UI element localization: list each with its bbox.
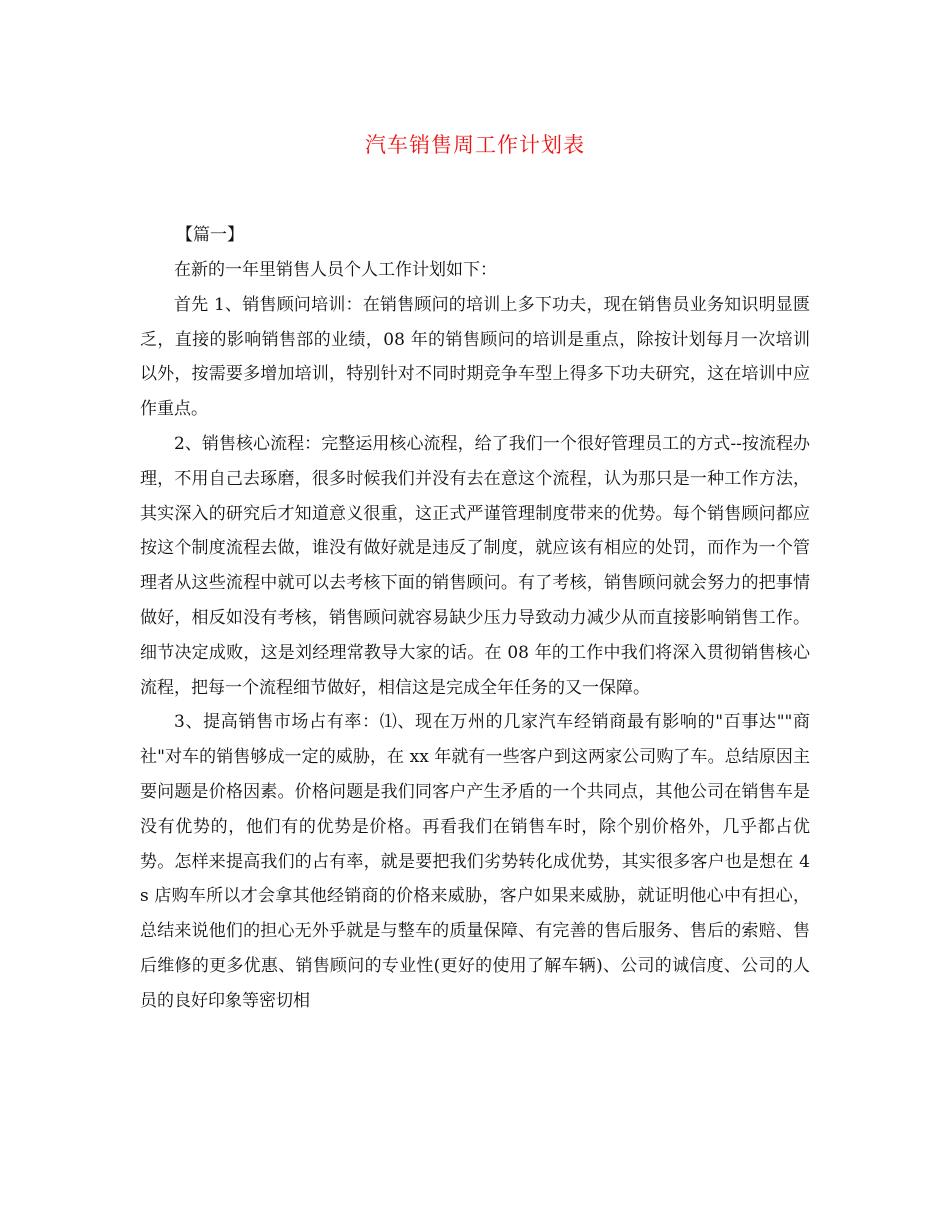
section-label: 【篇一】 [176, 225, 244, 245]
paragraph-training: 首先 1、销售顾问培训：在销售顾问的培训上多下功夫，现在销售员业务知识明显匮乏，直接的影响销售部的业绩，08 年的销售顾问的培训是重点，除按计划每月一次培训以外，按需要多增加培训，特别针对不同时期竞争车型上得多下功夫研究，这在培训中应作重点。 [140, 294, 810, 420]
paragraph-intro: 在新的一年里销售人员个人工作计划如下： [174, 260, 497, 280]
document-title: 汽车销售周工作计划表 [365, 133, 585, 157]
document-body [140, 218, 810, 1019]
paragraph-core-process: 2、销售核心流程：完整运用核心流程，给了我们一个很好管理员工的方式--按流程办理，不用自己去琢磨，很多时候我们并没有去在意这个流程，认为那只是一种工作方法，其实深入的研究后才知道意义很重，这正式严谨管理制度带来的优势。每个销售顾问都应按这个制度流程去做，谁没有做好就是违反了制度，就应该有相应的处罚，而作为一个管理者从这些流程中就可以去考核下面的销售顾问。有了考核，销售顾问就会努力的把事情做好，相反如没有考核，销售顾问就容易缺少压力导致动力减少从而直接影响销售工作。细节决定成败，这是刘经理常教导大家的话。在 08 年的工作中我们将深入贯彻销售核心流程，把每一个流程细节做好，相信这是完成全年任务的又一保障。 [140, 433, 810, 698]
paragraph-market-share: 3、提高销售市场占有率：⑴、现在万州的几家汽车经销商最有影响的"百事达""商社"对车的销售够成一定的威胁，在 xx 年就有一些客户到这两家公司购了车。总结原因主要问题是价格因素。价格问题是我们同客户产生矛盾的一个共同点，其他公司在销售车是没有优势的，他们有的优势是价格。再看我们在销售车时，除个别价格外，几乎都占优势。怎样来提高我们的占有率，就是要把我们劣势转化成优势，其实很多客户也是想在 4s 店购车所以才会拿其他经销商的价格来威胁，客户如果来威胁，就证明他心中有担心，总结来说他们的担心无外乎就是与整车的质量保障、有完善的售后服务、售后的索赔、售后维修的更多优惠、销售顾问的专业性(更好的使用了解车辆)、公司的诚信度、公司的人员的良好印象等密切相 [140, 712, 810, 1011]
